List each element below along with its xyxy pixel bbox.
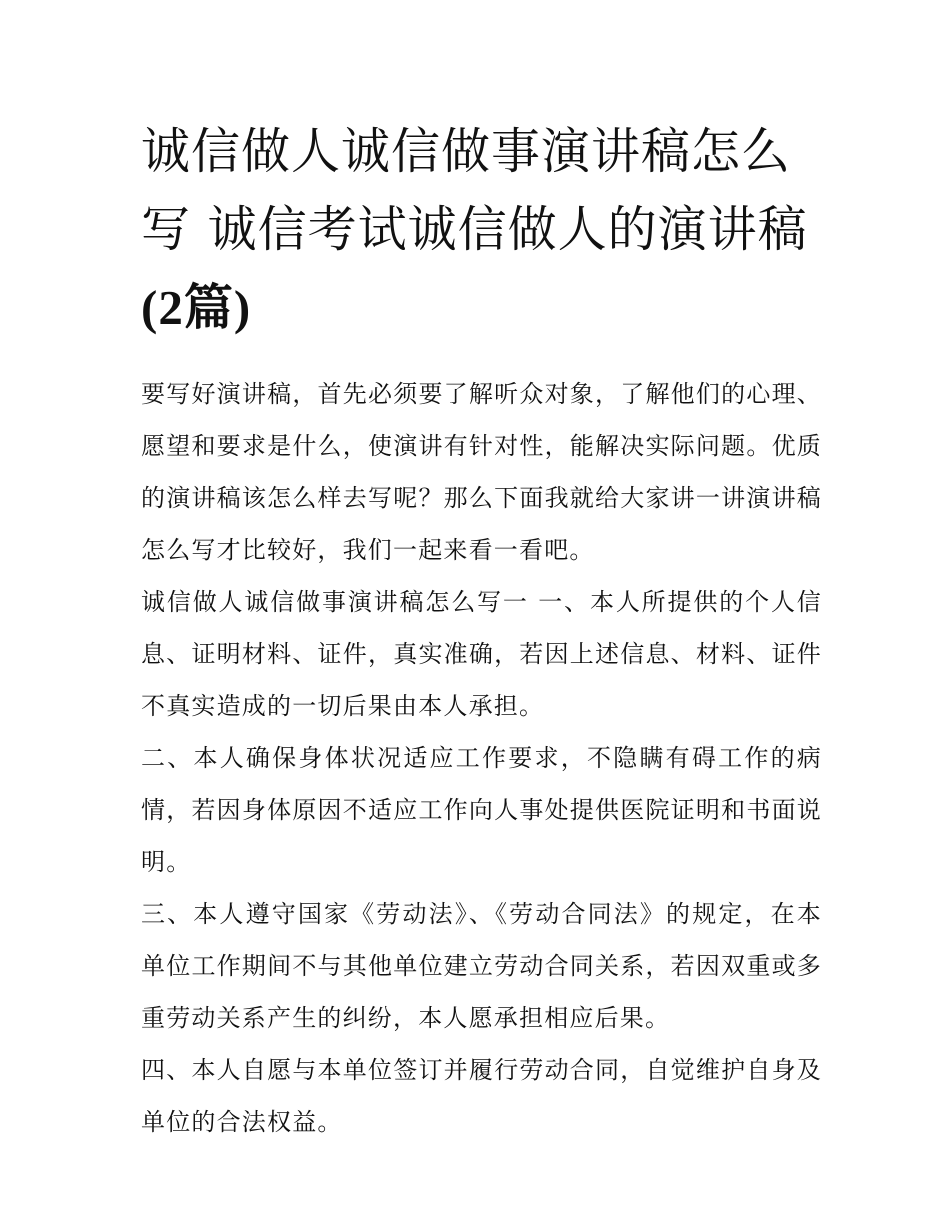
document-title (141, 113, 822, 347)
title-suffix-text: (2篇) (141, 280, 252, 335)
clause-paragraph-1: 诚信做人诚信做事演讲稿怎么写一 一、本人所提供的个人信息、证明材料、证件，真实准确，若因上述信息、材料、证件不真实造成的一切后果由本人承担。 (141, 588, 822, 720)
intro-paragraph: 要写好演讲稿，首先必须要了解听众对象，了解他们的心理、愿望和要求是什么，使演讲有针对性，能解决实际问题。优质的演讲稿该怎么样去写呢？那么下面我就给大家讲一讲演讲稿怎么写才比较好，我们一起来看一看吧。 (141, 380, 822, 564)
clause-paragraph-4: 四、本人自愿与本单位签订并履行劳动合同，自觉维护自身及单位的合法权益。 (141, 1056, 822, 1136)
document-body (141, 368, 822, 1148)
clause-paragraph-3: 三、本人遵守国家《劳动法》、《劳动合同法》的规定，在本单位工作期间不与其他单位建立劳动合同关系，若因双重或多重劳动关系产生的纠纷，本人愿承担相应后果。 (141, 900, 822, 1032)
clause-paragraph-2: 二、本人确保身体状况适应工作要求，不隐瞒有碍工作的病情，若因身体原因不适应工作向人事处提供医院证明和书面说明。 (141, 744, 822, 876)
title-main-text: 诚信做人诚信做事演讲稿怎么写 诚信考试诚信做人的演讲稿 (141, 123, 808, 258)
